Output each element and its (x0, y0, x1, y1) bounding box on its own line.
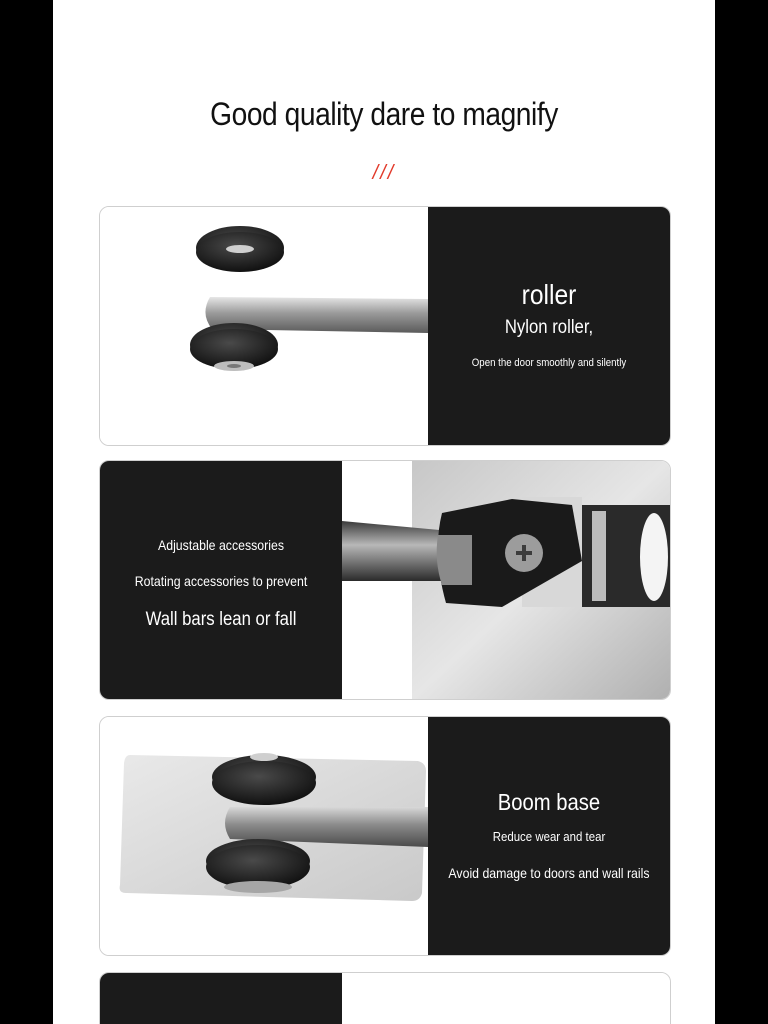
accessories-line-3: Wall bars lean or fall (145, 609, 297, 630)
feature-card-adjustable-accessories (99, 460, 671, 700)
boom-base-heading: Boom base (497, 789, 601, 815)
feature-card-boom-base (99, 716, 671, 956)
roller-heading: roller (521, 279, 577, 310)
boom-base-info-panel (428, 717, 670, 955)
accessories-line-1: Adjustable accessories (157, 537, 285, 553)
title-decoration-marks: /// (372, 162, 396, 184)
feature-card-partial (99, 972, 671, 1024)
accessories-image (342, 461, 670, 699)
boom-base-line-2: Avoid damage to doors and wall rails (448, 865, 650, 881)
boom-base-image (100, 717, 428, 955)
page-title: Good quality dare to magnify (210, 96, 558, 132)
partial-info-panel (100, 973, 342, 1024)
accessories-line-2: Rotating accessories to prevent (134, 573, 308, 589)
roller-info-panel (428, 207, 670, 445)
partial-image (342, 973, 670, 1024)
boom-base-line-1: Reduce wear and tear (492, 829, 606, 844)
accessories-info-panel (100, 461, 342, 699)
product-detail-page (53, 0, 715, 1024)
feature-card-roller (99, 206, 671, 446)
roller-caption: Open the door smoothly and silently (471, 357, 627, 369)
roller-subheading: Nylon roller, (504, 317, 594, 338)
roller-image (100, 207, 428, 445)
